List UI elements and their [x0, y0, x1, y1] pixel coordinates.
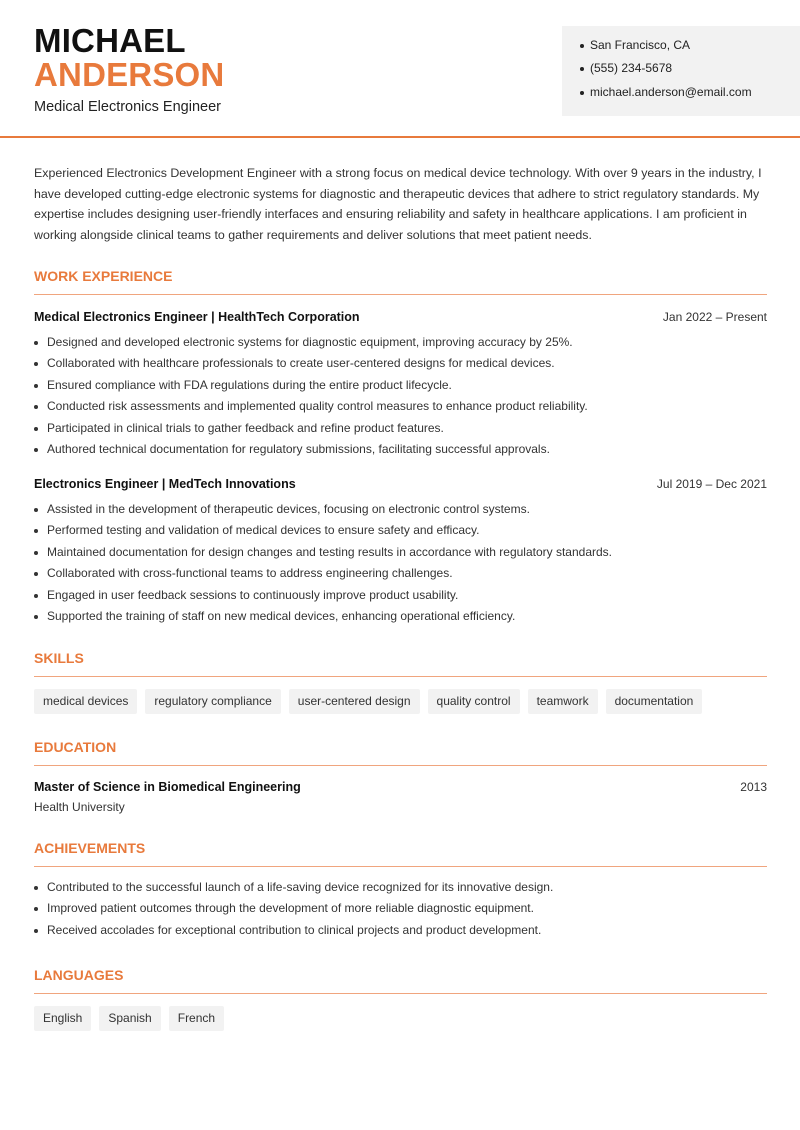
achievements-list	[34, 877, 767, 941]
section-title-work: WORK EXPERIENCE	[34, 268, 173, 284]
list-item	[34, 396, 767, 417]
bullet-icon	[34, 907, 38, 911]
list-item	[34, 585, 767, 606]
section-divider	[34, 294, 767, 295]
list-item	[34, 499, 767, 520]
resume-header	[0, 0, 800, 138]
school-name: Health University	[34, 800, 125, 814]
bullet-text: Received accolades for exceptional contribution to clinical projects and product development.	[47, 922, 542, 937]
contact-email	[580, 81, 800, 104]
bullet-text: Collaborated with cross-functional teams to address engineering challenges.	[47, 566, 453, 581]
section-title-education: EDUCATION	[34, 739, 117, 755]
last-name: ANDERSON	[34, 56, 225, 93]
bullet-icon	[34, 362, 38, 366]
contact-box	[562, 26, 800, 116]
bullet-text: Collaborated with healthcare professionals to create user-centered designs for medical devices.	[47, 356, 555, 371]
skill-chip: documentation	[606, 689, 703, 714]
bullet-icon	[34, 405, 38, 409]
list-item	[34, 375, 767, 396]
bullet-icon	[580, 44, 584, 48]
job-role: Medical Electronics Engineer | HealthTech Corporation	[34, 310, 360, 324]
bullet-icon	[34, 594, 38, 598]
skill-chip: medical devices	[34, 689, 137, 714]
phone-text: (555) 234-5678	[590, 61, 673, 76]
bullet-icon	[34, 551, 38, 555]
bullet-text: Improved patient outcomes through the development of more reliable diagnostic equipment.	[47, 901, 534, 916]
bullet-icon	[34, 929, 38, 933]
section-divider	[34, 765, 767, 766]
list-item	[34, 353, 767, 374]
section-divider	[34, 993, 767, 994]
bullet-text: Assisted in the development of therapeutic devices, focusing on electronic control systems.	[47, 502, 530, 516]
job-date: Jul 2019 – Dec 2021	[656, 477, 767, 491]
degree: Master of Science in Biomedical Engineering	[34, 780, 301, 794]
list-item	[34, 898, 767, 919]
bullet-text: Ensured compliance with FDA regulations during the entire product lifecycle.	[47, 377, 452, 392]
job-header-2	[34, 477, 767, 491]
bullet-text: Engaged in user feedback sessions to continuously improve product usability.	[47, 587, 459, 602]
bullet-text: Contributed to the successful launch of a life-saving device recognized for its innovative design.	[47, 880, 554, 894]
job-title: Medical Electronics Engineer	[34, 99, 221, 115]
bullet-icon	[34, 508, 38, 512]
list-item	[34, 418, 767, 439]
bullet-icon	[34, 448, 38, 452]
email-text: michael.anderson@email.com	[590, 84, 752, 99]
bullet-text: Performed testing and validation of medical devices to ensure safety and efficacy.	[47, 523, 480, 538]
job-date: Jan 2022 – Present	[662, 310, 767, 324]
languages-chips	[34, 1006, 224, 1031]
job-2-bullets	[34, 499, 767, 627]
list-item	[34, 332, 767, 353]
list-item	[34, 520, 767, 541]
bullet-icon	[34, 384, 38, 388]
list-item	[34, 920, 767, 941]
bullet-icon	[34, 615, 38, 619]
list-item	[34, 606, 767, 627]
education-header	[34, 780, 767, 794]
bullet-icon	[580, 91, 584, 95]
bullet-icon	[34, 529, 38, 533]
contact-location	[580, 34, 800, 57]
language-chip: English	[34, 1006, 91, 1031]
location-text: San Francisco, CA	[590, 38, 691, 52]
job-role: Electronics Engineer | MedTech Innovations	[34, 477, 296, 491]
list-item	[34, 877, 767, 898]
bullet-icon	[34, 572, 38, 576]
skill-chip: user-centered design	[289, 689, 420, 714]
bullet-icon	[34, 341, 38, 345]
bullet-text: Conducted risk assessments and implemented quality control measures to enhance product reliability.	[47, 399, 588, 414]
bullet-icon	[34, 886, 38, 890]
bullet-icon	[580, 67, 584, 71]
bullet-icon	[34, 427, 38, 431]
bullet-text: Participated in clinical trials to gather feedback and refine product features.	[47, 420, 444, 435]
job-1-bullets	[34, 332, 767, 460]
bullet-text: Maintained documentation for design changes and testing results in accordance with regulatory standards.	[47, 544, 613, 559]
bullet-text: Designed and developed electronic systems for diagnostic equipment, improving accuracy by 25%.	[47, 335, 573, 349]
section-title-achievements: ACHIEVEMENTS	[34, 840, 146, 856]
job-header-1	[34, 310, 767, 324]
graduation-year: 2013	[740, 780, 767, 794]
skill-chip: quality control	[428, 689, 520, 714]
list-item	[34, 563, 767, 584]
skills-chips	[34, 689, 702, 714]
list-item	[34, 542, 767, 563]
bullet-text: Authored technical documentation for regulatory submissions, facilitating successful approvals.	[47, 441, 550, 456]
section-title-skills: SKILLS	[34, 650, 84, 666]
summary-paragraph: Experienced Electronics Development Engineer with a strong focus on medical device technology. With over 9 years in the industry, I have developed cutting-edge electronic systems for diagnostic and therapeutic devices that adhere to strict regulatory standards. My expertise includes designing user-friendly interfaces and ensuring reliability and safety in healthcare applications. I am proficient in working alongside clinical teams to gather requirements and deliver solutions that meet patient needs.	[34, 166, 762, 243]
list-item	[34, 439, 767, 460]
section-divider	[34, 676, 767, 677]
skill-chip: teamwork	[528, 689, 598, 714]
bullet-text: Supported the training of staff on new medical devices, enhancing operational efficiency.	[47, 608, 516, 623]
section-divider	[34, 866, 767, 867]
language-chip: Spanish	[99, 1006, 160, 1031]
skill-chip: regulatory compliance	[145, 689, 280, 714]
contact-phone	[580, 57, 800, 80]
section-title-languages: LANGUAGES	[34, 967, 124, 983]
first-name: MICHAEL	[34, 22, 186, 59]
language-chip: French	[169, 1006, 224, 1031]
